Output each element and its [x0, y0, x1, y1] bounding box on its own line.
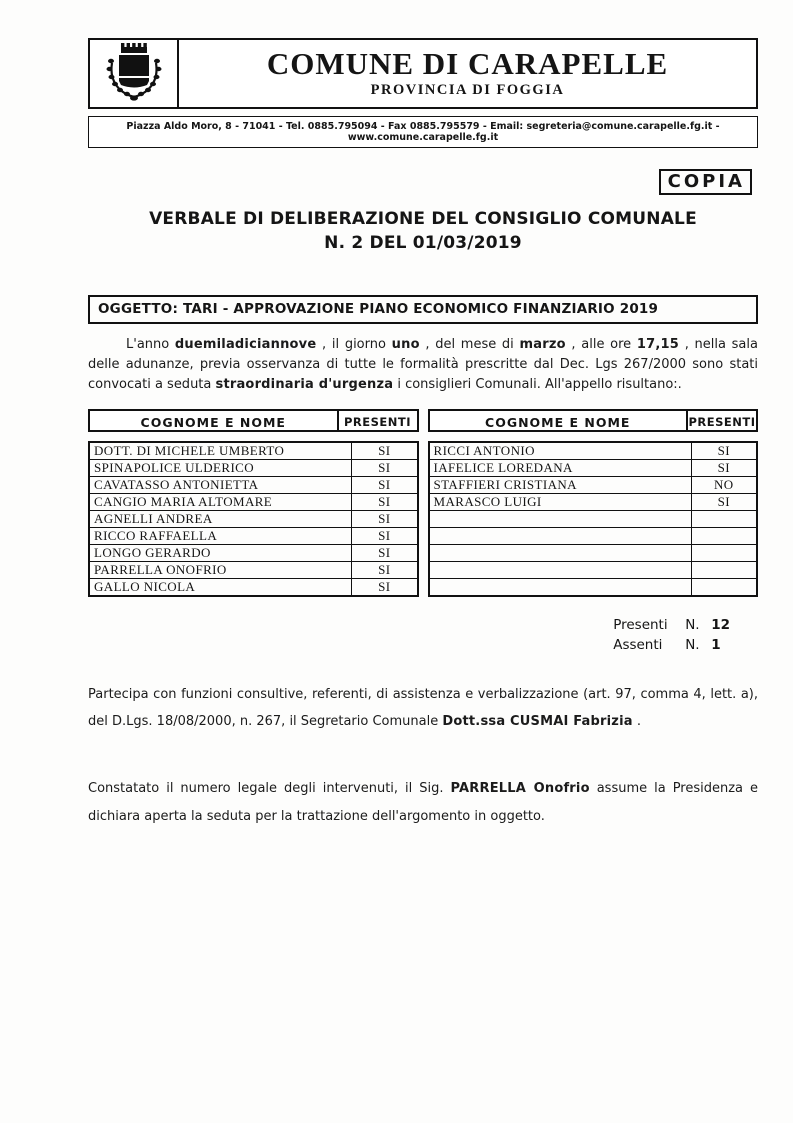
- present-flag: SI: [352, 477, 418, 494]
- present-count: Presenti N. 12: [613, 617, 730, 633]
- president-name: PARRELLA Onofrio: [450, 781, 590, 796]
- present-count-value: 12: [711, 617, 730, 633]
- present-flag: [691, 545, 757, 562]
- present-flag: SI: [691, 494, 757, 511]
- coat-of-arms-icon: [103, 41, 165, 107]
- table-row: [429, 494, 758, 511]
- present-flag: [691, 579, 757, 596]
- deliberation-title: [88, 207, 758, 255]
- opening-paragraph: L'anno duemiladiciannove , il giorno uno , del mese di marzo , alle ore 17,15 , nella sala delle adunanze, previa osservanza di tutte le formalità prescritte dal Dec. Lgs 267/2000 sono stati convocati a seduta straordinaria d'urgenza i consiglieri Comunali. All'appello risultano:.: [88, 337, 758, 392]
- address-bar: Piazza Aldo Moro, 8 - 71041 - Tel. 0885.795094 - Fax 0885.795579 - Email: segreteria@comune.carapelle.fg.it - www.comune.carapelle.fg.it: [88, 116, 758, 148]
- letterhead-titles: [179, 40, 756, 107]
- councilor-name: CAVATASSO ANTONIETTA: [89, 477, 352, 494]
- municipality-name: COMUNE DI CARAPELLE: [266, 46, 669, 81]
- table-row: [429, 511, 758, 528]
- councilor-name: SPINAPOLICE ULDERICO: [89, 460, 352, 477]
- province-name: PROVINCIA DI FOGGIA: [370, 82, 565, 98]
- table-row: [429, 528, 758, 545]
- councilor-name: [429, 562, 692, 579]
- secretary-paragraph: Partecipa con funzioni consultive, referenti, di assistenza e verbalizzazione (art. 97, comma 4, lett. a), del D.Lgs. 18/08/2000, n. 267, il Segretario Comunale Dott.ssa CUSMAI Fabrizia .: [88, 687, 758, 729]
- table-row: [429, 477, 758, 494]
- table-row: [89, 511, 418, 528]
- councilor-name: [429, 579, 692, 596]
- present-flag: SI: [352, 442, 418, 460]
- councilor-name: DOTT. DI MICHELE UMBERTO: [89, 442, 352, 460]
- councilor-name: [429, 545, 692, 562]
- councilor-name: [429, 511, 692, 528]
- letterhead: [88, 38, 758, 109]
- secretary-name: Dott.ssa CUSMAI Fabrizia: [442, 714, 633, 729]
- table-row: [89, 562, 418, 579]
- councilor-name: CANGIO MARIA ALTOMARE: [89, 494, 352, 511]
- attendance-counts: [88, 615, 730, 655]
- subject-box: OGGETTO: TARI - APPROVAZIONE PIANO ECONOMICO FINANZIARIO 2019: [88, 295, 758, 324]
- copy-badge-row: [88, 169, 758, 195]
- councilor-name: LONGO GERARDO: [89, 545, 352, 562]
- present-flag: SI: [352, 511, 418, 528]
- councilor-name: STAFFIERI CRISTIANA: [429, 477, 692, 494]
- table-row: [89, 442, 418, 460]
- attendance-table-right-header: [428, 409, 759, 432]
- attendance-table-left-body: [88, 441, 419, 597]
- attendance-tables: [88, 409, 758, 597]
- councilor-name: AGNELLI ANDREA: [89, 511, 352, 528]
- councilor-name: MARASCO LUIGI: [429, 494, 692, 511]
- table-row: [89, 545, 418, 562]
- present-flag: SI: [352, 562, 418, 579]
- table-row: [429, 545, 758, 562]
- absent-count-value: 1: [711, 637, 721, 653]
- present-flag: [691, 562, 757, 579]
- present-flag: [691, 528, 757, 545]
- present-flag: SI: [691, 442, 757, 460]
- deliberation-title-line1: VERBALE DI DELIBERAZIONE DEL CONSIGLIO COMUNALE: [149, 209, 697, 229]
- copy-badge: COPIA: [659, 169, 752, 195]
- column-header-present: PRESENTI: [688, 415, 756, 429]
- table-row: [89, 528, 418, 545]
- column-header-name: COGNOME E NOME: [90, 411, 339, 430]
- attendance-table-left-header: [88, 409, 419, 432]
- present-flag: [691, 511, 757, 528]
- table-row: [89, 460, 418, 477]
- present-flag: NO: [691, 477, 757, 494]
- attendance-table-right-body: [428, 441, 759, 597]
- deliberation-title-line2: N. 2 DEL 01/03/2019: [324, 233, 522, 253]
- present-flag: SI: [352, 528, 418, 545]
- councilor-name: RICCO RAFFAELLA: [89, 528, 352, 545]
- councilor-name: PARRELLA ONOFRIO: [89, 562, 352, 579]
- present-flag: SI: [352, 460, 418, 477]
- table-row: [429, 460, 758, 477]
- table-row: [429, 562, 758, 579]
- president-paragraph: Constatato il numero legale degli intervenuti, il Sig. PARRELLA Onofrio assume la Presidenza e dichiara aperta la seduta per la trattazione dell'argomento in oggetto.: [88, 781, 759, 824]
- table-row: [429, 579, 758, 596]
- councilor-name: RICCI ANTONIO: [429, 442, 692, 460]
- councilor-name: IAFELICE LOREDANA: [429, 460, 692, 477]
- table-row: [89, 494, 418, 511]
- column-header-present: PRESENTI: [343, 415, 412, 429]
- attendance-table-left: [88, 409, 419, 597]
- present-flag: SI: [352, 494, 418, 511]
- document-body: [88, 38, 758, 831]
- table-row: [429, 442, 758, 460]
- councilor-name: [429, 528, 692, 545]
- present-flag: SI: [352, 545, 418, 562]
- column-header-name: COGNOME E NOME: [430, 411, 689, 430]
- table-row: [89, 579, 418, 597]
- table-row: [89, 477, 418, 494]
- absent-count: Assenti N. 1: [613, 637, 721, 653]
- attendance-table-right: [428, 409, 759, 597]
- present-flag: SI: [691, 460, 757, 477]
- logo-cell: [90, 40, 179, 107]
- present-flag: SI: [352, 579, 418, 597]
- councilor-name: GALLO NICOLA: [89, 579, 352, 597]
